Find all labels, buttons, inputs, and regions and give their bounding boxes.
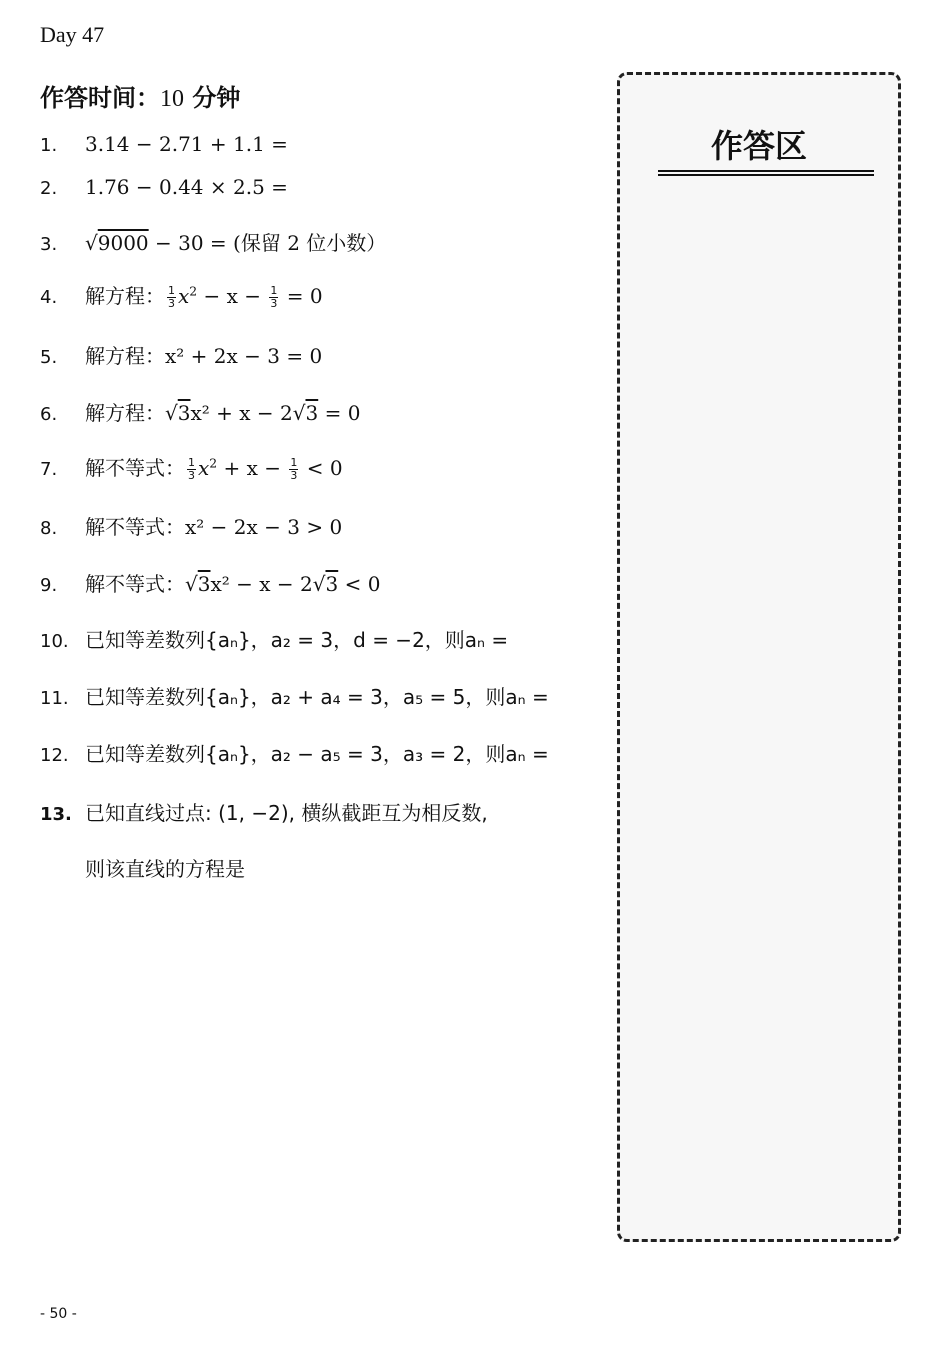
question-text: 1.76 − 0.44 × 2.5 = xyxy=(85,175,288,199)
question-text: 已知等差数列{aₙ}，a₂ − a₅ = 3，a₃ = 2，则aₙ = xyxy=(85,742,549,766)
question-9: 9. 解不等式：√3x² − x − 2√3 < 0 xyxy=(40,572,381,596)
question-number: 3. xyxy=(40,234,58,255)
question-label: 解不等式： xyxy=(85,515,185,539)
question-text: 已知等差数列{aₙ}，a₂ = 3，d = −2，则aₙ = xyxy=(85,628,509,652)
time-value: 10 xyxy=(160,86,184,112)
question-text: 3.14 − 2.71 + 1.1 = xyxy=(85,132,288,156)
question-number: 11. xyxy=(40,688,69,709)
title-double-rule xyxy=(658,170,874,176)
question-6: 6. 解方程：√3x² + x − 2√3 = 0 xyxy=(40,401,361,425)
question-number: 6. xyxy=(40,404,58,425)
question-label: 解不等式： xyxy=(85,456,185,480)
question-number: 8. xyxy=(40,518,58,539)
page-number: - 50 - xyxy=(40,1306,77,1322)
fraction: $\frac{1}{3}$ xyxy=(168,284,175,310)
question-text: 则该直线的方程是 xyxy=(85,857,245,881)
day-label: Day 47 xyxy=(40,22,105,47)
question-text: x² + 2x − 3 = 0 xyxy=(165,344,323,368)
question-label: 解方程： xyxy=(85,344,165,368)
radicand: 9000 xyxy=(97,231,149,255)
answer-area-title: 作答区 xyxy=(710,127,807,165)
question-1 xyxy=(40,132,288,156)
question-number: 2. xyxy=(40,178,58,199)
question-5 xyxy=(40,340,322,369)
answer-area[interactable] xyxy=(617,72,901,1242)
time-unit: 分钟 xyxy=(192,84,241,112)
question-text: x² − 2x − 3 > 0 xyxy=(185,515,343,539)
question-number: 7. xyxy=(40,459,58,480)
question-13-line-2 xyxy=(85,853,245,882)
question-7: 7. 解不等式： $\frac{1}{3}$ $x^2 + x$ − $\frac{1}{3}$ < 0 xyxy=(40,455,343,482)
question-3: 3. √9000 − 30 = (保留 2 位小数） xyxy=(40,231,387,255)
question-8 xyxy=(40,511,342,540)
question-label: 解方程： xyxy=(85,284,165,308)
question-12 xyxy=(40,738,549,767)
question-2 xyxy=(40,175,288,199)
question-label: 解不等式： xyxy=(85,572,185,596)
question-text: − 30 = (保留 2 位小数） xyxy=(148,231,387,255)
time-label: 作答时间： xyxy=(40,84,160,112)
question-text: 已知直线过点: (1, −2), 横纵截距互为相反数, xyxy=(85,801,488,825)
question-10 xyxy=(40,624,508,653)
question-label: 解方程： xyxy=(85,401,165,425)
question-4: 4. 解方程： $\frac{1}{3}$ $x^2 - x$ − $\frac{1}{3}$ = 0 xyxy=(40,283,323,310)
fraction: $\frac{1}{3}$ xyxy=(188,456,195,482)
question-number: 9. xyxy=(40,575,58,596)
question-number: 4. xyxy=(40,287,58,308)
question-number: 13. xyxy=(40,804,72,825)
question-text: 已知等差数列{aₙ}，a₂ + a₄ = 3，a₅ = 5，则aₙ = xyxy=(85,685,549,709)
question-number: 10. xyxy=(40,631,69,652)
question-number: 5. xyxy=(40,347,58,368)
question-number: 1. xyxy=(40,135,58,156)
fraction: $\frac{1}{3}$ xyxy=(290,456,298,482)
question-11 xyxy=(40,681,549,710)
fraction: $\frac{1}{3}$ xyxy=(270,284,278,310)
question-number: 12. xyxy=(40,745,69,766)
question-13 xyxy=(40,797,488,826)
time-limit xyxy=(40,78,240,113)
